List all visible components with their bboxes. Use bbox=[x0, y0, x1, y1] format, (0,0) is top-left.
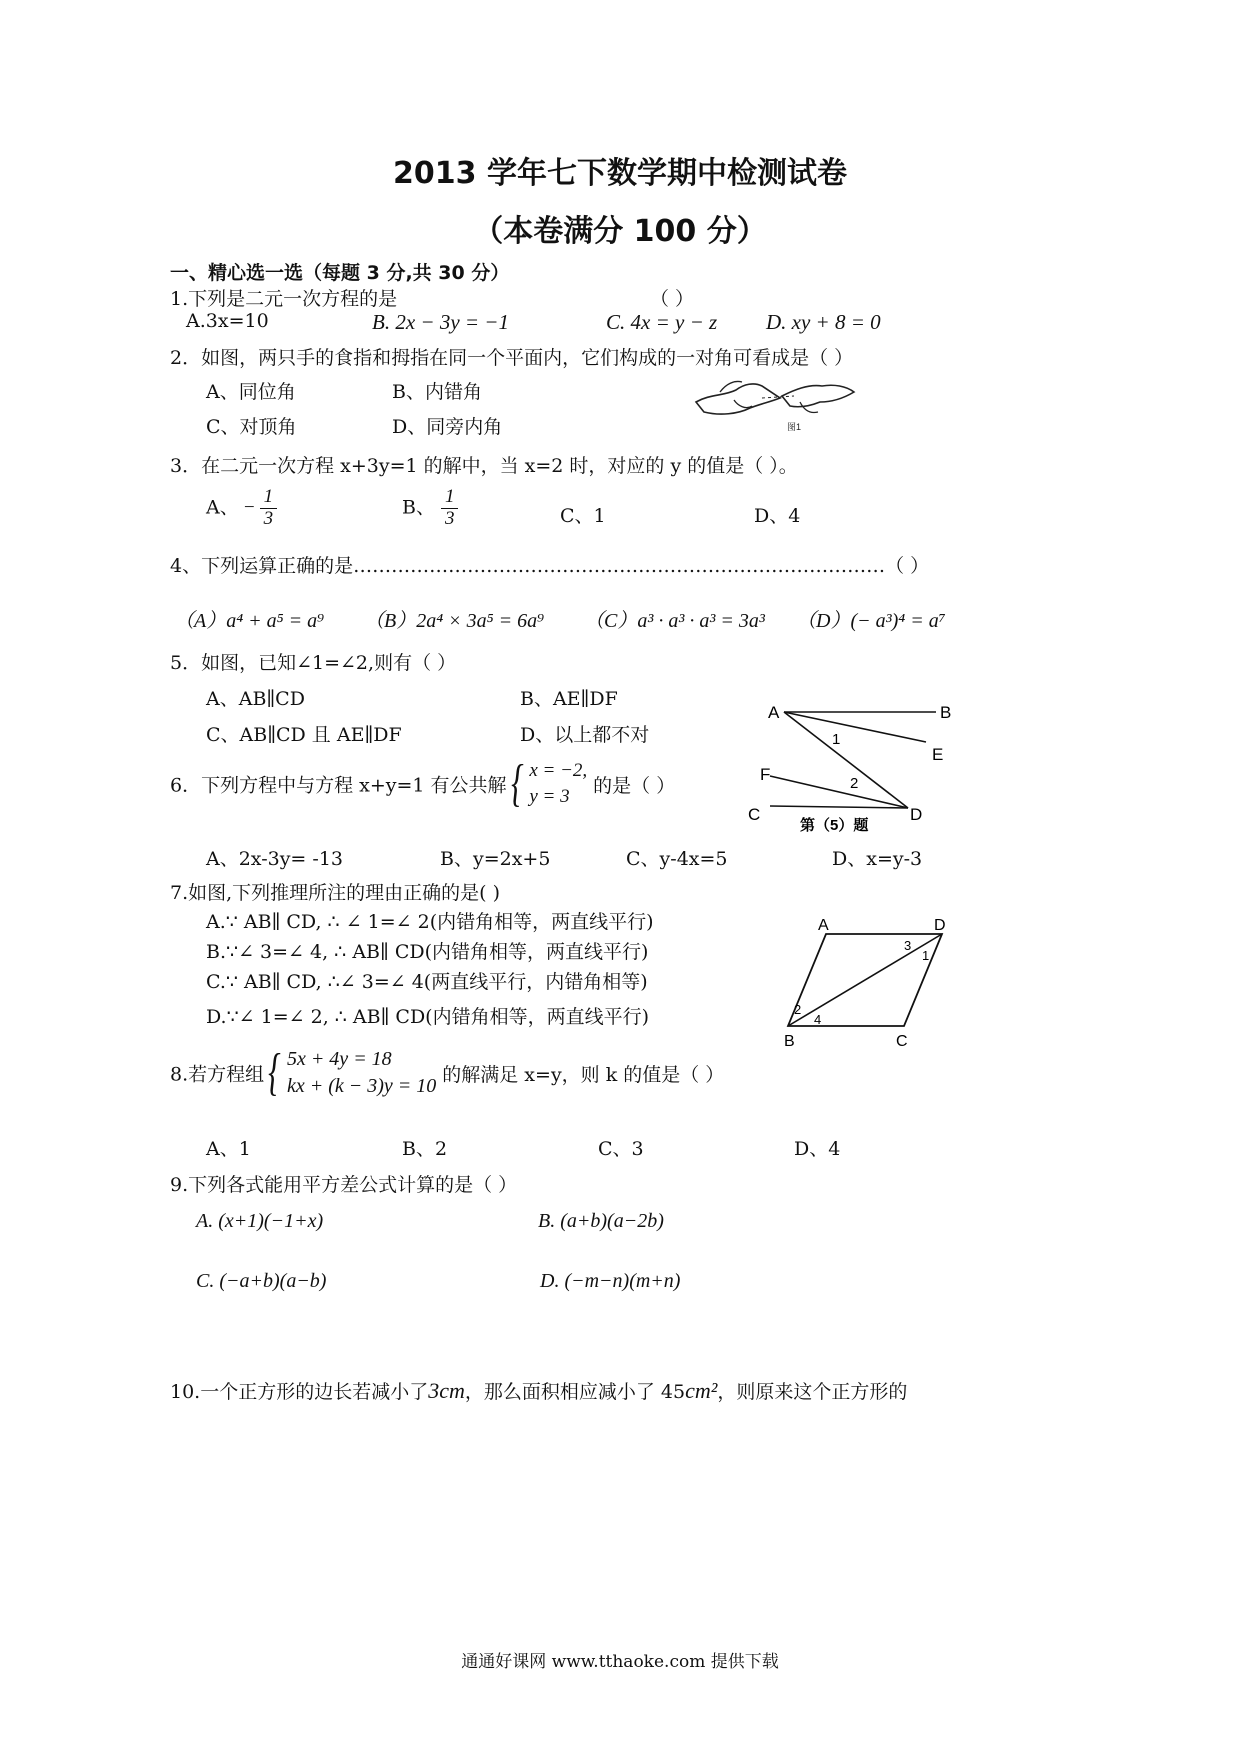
angle-1-label: 1 bbox=[922, 948, 930, 963]
question-7-option-c: C.∵ AB∥ CD, ∴∠ 3=∠ 4(两直线平行，内错角相等) bbox=[206, 971, 648, 993]
footer-credit: 通通好课网 www.tthaoke.com 提供下载 bbox=[461, 1652, 779, 1672]
question-6-option-a: A、2x-3y= -13 bbox=[206, 848, 343, 870]
question-4-option-a: （A）a⁴ + a⁵ = a⁹ bbox=[174, 610, 325, 632]
point-a-label: A bbox=[818, 917, 829, 934]
point-b-label: B bbox=[784, 1033, 795, 1050]
exam-subtitle: （本卷满分 100 分） bbox=[473, 214, 767, 249]
exam-title: 2013 学年七下数学期中检测试卷 bbox=[393, 156, 847, 191]
question-4-option-d: （D）(− a³)⁴ = a⁷ bbox=[796, 610, 946, 632]
question-5-option-c: C、AB∥CD 且 AE∥DF bbox=[206, 724, 402, 746]
point-c-label: C bbox=[748, 805, 761, 824]
angle-2-label: 2 bbox=[794, 1002, 802, 1017]
section-heading: 一、精心选一选（每题 3 分,共 30 分） bbox=[170, 262, 510, 284]
question-3-option-b bbox=[402, 487, 458, 530]
question-1-option-a: A.3x=10 bbox=[186, 310, 269, 332]
question-2-option-b: B、内错角 bbox=[392, 381, 482, 403]
question-9-stem: 9.下列各式能用平方差公式计算的是（ ） bbox=[170, 1174, 518, 1196]
question-2-option-c: C、对顶角 bbox=[206, 416, 297, 438]
point-d-label: D bbox=[934, 917, 946, 934]
question-3-stem: 3．在二元一次方程 x+3y=1 的解中，当 x=2 时，对应的 y 的值是（ ）。 bbox=[170, 455, 798, 477]
question-3-option-a-sign: − bbox=[242, 497, 256, 519]
point-f-label: F bbox=[760, 765, 771, 784]
line-ae bbox=[784, 712, 926, 742]
question-6-option-d: D、x=y-3 bbox=[832, 848, 923, 870]
question-8-option-b: B、2 bbox=[402, 1138, 448, 1160]
question-8-stem-before: 8.若方程组 bbox=[170, 1063, 265, 1086]
question-6-system-line-2: y = 3 bbox=[529, 786, 570, 807]
question-2-stem: 2．如图，两只手的食指和拇指在同一个平面内，它们构成的一对角可看成是（ ） bbox=[170, 347, 854, 369]
point-c-label: C bbox=[896, 1033, 908, 1050]
question-6-system: { x = −2, y = 3 bbox=[510, 755, 588, 812]
point-d-label: D bbox=[910, 805, 923, 824]
question-6-stem bbox=[170, 755, 676, 812]
question-6-option-c: C、y-4x=5 bbox=[626, 848, 728, 870]
question-10-value-2: cm² bbox=[685, 1378, 718, 1403]
question-3-option-b-prefix: B、 bbox=[402, 496, 435, 519]
question-8-system-line-1: 5x + 4y = 18 bbox=[286, 1048, 392, 1070]
question-4-option-b: （B）2a⁴ × 3a⁵ = 6a⁹ bbox=[364, 610, 545, 632]
question-2-option-d: D、同旁内角 bbox=[392, 416, 503, 438]
question-1-option-d: D. xy + 8 = 0 bbox=[766, 310, 881, 334]
question-10-stem bbox=[170, 1377, 907, 1404]
question-4-stem: 4、下列运算正确的是…………………………………………………………………………（ ） bbox=[170, 555, 930, 577]
question-8-system: { 5x + 4y = 18 kx + (k − 3)y = 10 bbox=[268, 1044, 437, 1101]
question-6-system-line-1: x = −2, bbox=[529, 760, 588, 782]
question-8-stem-after: 的解满足 x=y，则 k 的值是（ ） bbox=[442, 1063, 725, 1086]
question-6-option-b: B、y=2x+5 bbox=[440, 848, 551, 870]
question-7-option-d: D.∵∠ 1=∠ 2, ∴ AB∥ CD(内错角相等，两直线平行) bbox=[206, 1006, 650, 1028]
question-7-option-a: A.∵ AB∥ CD, ∴ ∠ 1=∠ 2(内错角相等，两直线平行) bbox=[206, 911, 654, 933]
question-3-option-b-denominator: 3 bbox=[444, 507, 455, 529]
question-2-option-a: A、同位角 bbox=[206, 381, 296, 403]
angle-4-label: 4 bbox=[814, 1012, 822, 1027]
question-1-answer-paren: （ ） bbox=[650, 288, 695, 310]
question-10-stem-part-2: ，那么面积相应减小了 45 bbox=[464, 1381, 686, 1403]
question-3-option-a-prefix: A、 bbox=[206, 496, 239, 519]
question-1-option-c: C. 4x = y − z bbox=[606, 310, 718, 334]
angle-3-label: 3 bbox=[904, 938, 912, 953]
hands-figure bbox=[690, 372, 860, 434]
question-8-system-line-2: kx + (k − 3)y = 10 bbox=[286, 1075, 437, 1097]
question-5-option-a: A、AB∥CD bbox=[206, 688, 305, 710]
question-7-option-b: B.∵∠ 3=∠ 4, ∴ AB∥ CD(内错角相等，两直线平行) bbox=[206, 941, 649, 963]
question-9-option-c: C. (−a+b)(a−b) bbox=[196, 1270, 327, 1292]
question-4-option-c: （C）a³ · a³ · a³ = 3a³ bbox=[584, 610, 765, 632]
point-a-label: A bbox=[768, 703, 780, 722]
question-5-option-d: D、以上都不对 bbox=[520, 724, 650, 746]
question-10-value-1: 3cm bbox=[428, 1378, 465, 1403]
question-3-option-a-denominator: 3 bbox=[263, 507, 274, 529]
question-8-option-a: A、1 bbox=[206, 1138, 251, 1160]
question-7-stem: 7.如图,下列推理所注的理由正确的是( ) bbox=[170, 882, 501, 904]
angle-1-label: 1 bbox=[832, 731, 841, 748]
line-cd bbox=[770, 806, 908, 808]
question-5-figure bbox=[740, 696, 970, 838]
question-8-option-d: D、4 bbox=[794, 1138, 841, 1160]
question-5-figure-caption: 第（5）题 bbox=[800, 817, 869, 834]
question-3-option-d: D、4 bbox=[754, 505, 801, 527]
question-1-stem: 1.下列是二元一次方程的是 bbox=[170, 288, 398, 310]
diagonal-bd bbox=[788, 934, 942, 1026]
question-9-option-a: A. (x+1)(−1+x) bbox=[196, 1210, 324, 1232]
angle-2-label: 2 bbox=[850, 775, 859, 792]
question-9-option-b: B. (a+b)(a−2b) bbox=[538, 1210, 664, 1232]
point-b-label: B bbox=[940, 703, 952, 722]
question-3-option-b-numerator: 1 bbox=[441, 487, 459, 509]
question-3-option-c: C、1 bbox=[560, 505, 606, 527]
point-e-label: E bbox=[932, 745, 944, 764]
question-6-stem-before: 6．下列方程中与方程 x+y=1 有公共解 bbox=[170, 774, 507, 797]
question-6-stem-after: 的是（ ） bbox=[593, 774, 676, 797]
question-10-stem-part-3: ，则原来这个正方形的 bbox=[717, 1381, 908, 1403]
question-1-option-b: B. 2x − 3y = −1 bbox=[372, 310, 509, 334]
hands-figure-caption: 图1 bbox=[787, 422, 802, 432]
question-10-stem-part-1: 10.一个正方形的边长若减小了 bbox=[170, 1381, 429, 1403]
question-7-figure bbox=[776, 912, 956, 1052]
question-3-option-a-numerator: 1 bbox=[260, 487, 278, 509]
question-9-option-d: D. (−m−n)(m+n) bbox=[540, 1270, 681, 1292]
question-8-stem bbox=[170, 1046, 724, 1100]
question-8-option-c: C、3 bbox=[598, 1138, 644, 1160]
question-5-option-b: B、AE∥DF bbox=[520, 688, 618, 710]
question-5-stem: 5．如图，已知∠1=∠2,则有（ ） bbox=[170, 652, 457, 674]
question-3-option-a bbox=[206, 487, 277, 530]
